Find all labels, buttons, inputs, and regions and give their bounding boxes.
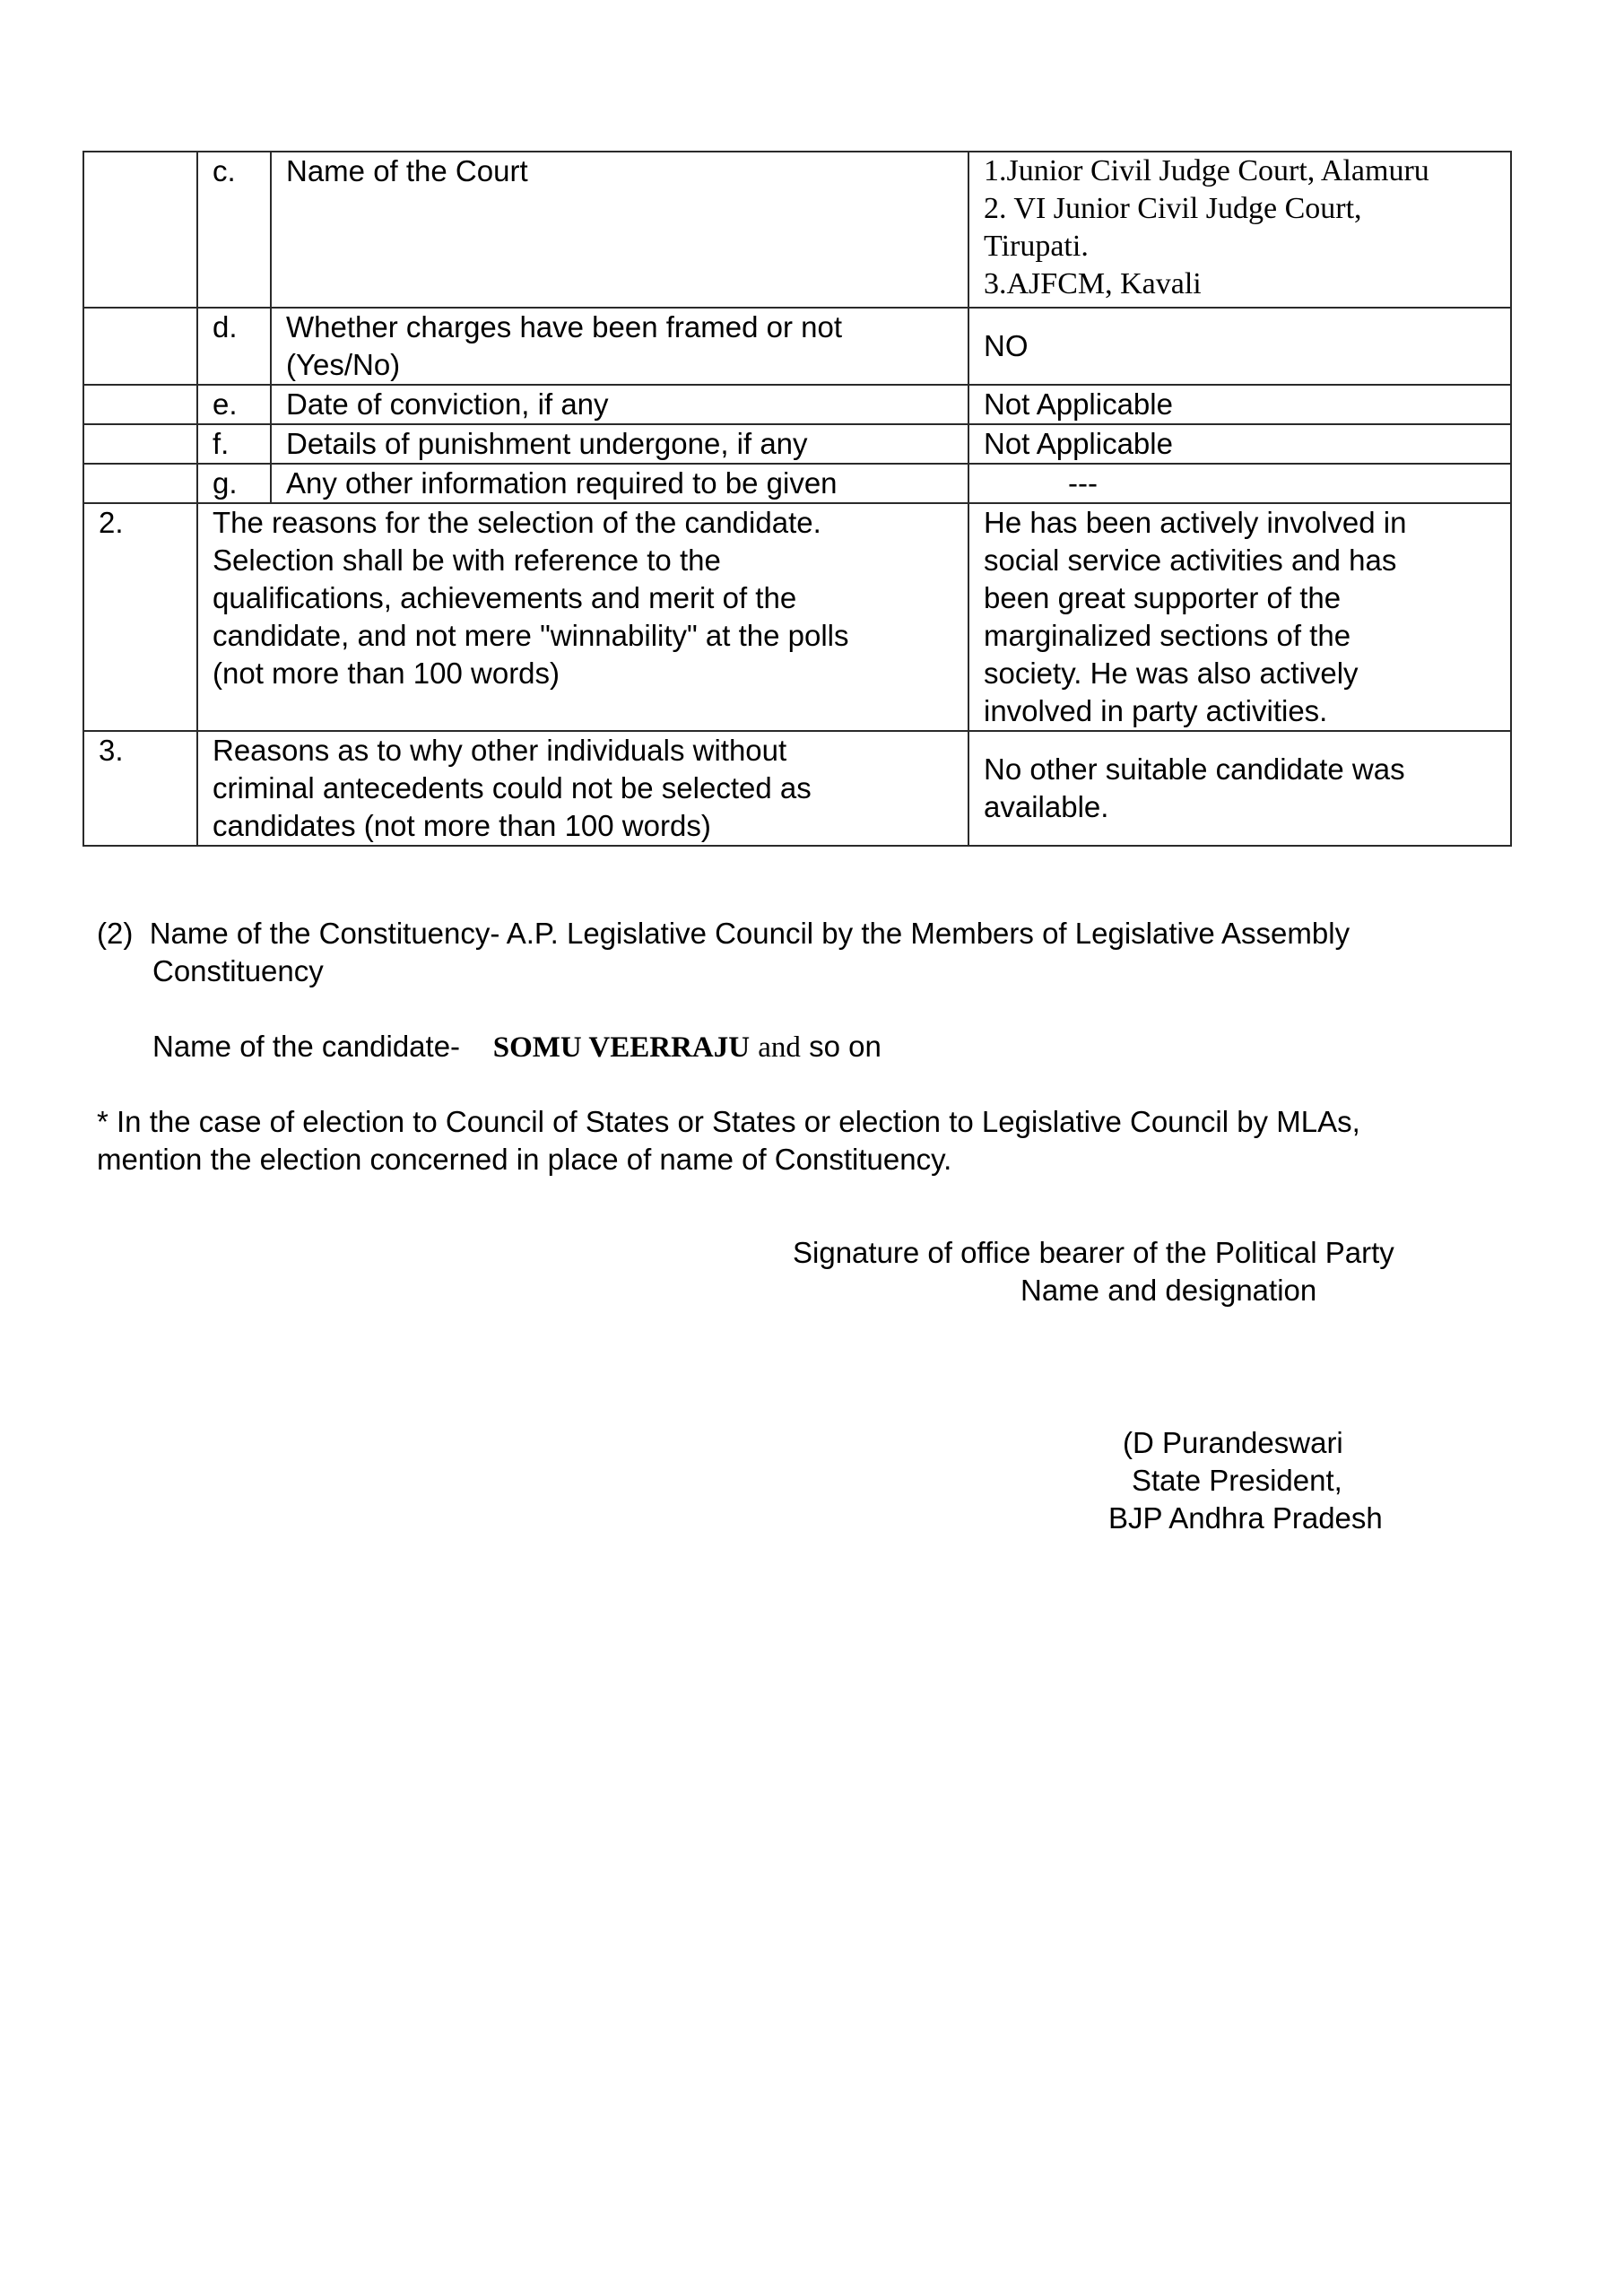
candidate-line (152, 1028, 881, 1066)
row-question: Name of the Court (271, 152, 968, 308)
answer-line: involved in party activities. (984, 694, 1328, 727)
question-line: candidate, and not mere "winnability" at the polls (213, 619, 849, 652)
row-answer: NO (968, 308, 1511, 385)
answer-line: social service activities and has (984, 544, 1397, 577)
row-letter: e. (197, 385, 271, 424)
signatory-designation: State President, (1132, 1464, 1342, 1497)
row-question: Details of punishment undergone, if any (271, 424, 968, 464)
table-row-3 (83, 731, 1511, 846)
signatory-block (1108, 1424, 1383, 1537)
row-number: 3. (83, 731, 197, 846)
candidate-details-table (83, 151, 1512, 847)
row-letter: g. (197, 464, 271, 503)
row-question: Date of conviction, if any (271, 385, 968, 424)
constituency-name: Name of the Constituency- A.P. Legislative Council by the Members of Legislative Assembly (149, 917, 1350, 950)
row-number-cell (83, 385, 197, 424)
question-line: Selection shall be with reference to the (213, 544, 721, 577)
row-answer: Not Applicable (968, 385, 1511, 424)
table-row-d (83, 308, 1511, 385)
question-line: The reasons for the selection of the candidate. (213, 506, 821, 539)
row-answer: --- (968, 464, 1511, 503)
question-line: criminal antecedents could not be selected as (213, 771, 812, 804)
name-designation-label: Name and designation (1020, 1274, 1317, 1307)
question-line: Reasons as to why other individuals without (213, 734, 787, 767)
question-line: Whether charges have been framed or not (286, 310, 843, 344)
row-answer: Not Applicable (968, 424, 1511, 464)
court-name-line: 1.Junior Civil Judge Court, Alamuru (984, 154, 1429, 187)
court-name-line: 2. VI Junior Civil Judge Court, (984, 192, 1362, 225)
footnote (97, 1103, 1360, 1178)
constituency-line (97, 915, 1350, 952)
constituency-section (97, 915, 1350, 990)
table-row-c (83, 152, 1511, 308)
signatory-organization: BJP Andhra Pradesh (1108, 1501, 1383, 1535)
question-line: (not more than 100 words) (213, 657, 560, 690)
answer-line: marginalized sections of the (984, 619, 1351, 652)
question-line: qualifications, achievements and merit of the (213, 581, 797, 614)
row-question: Any other information required to be given (271, 464, 968, 503)
footnote-line: * In the case of election to Council of States or States or election to Legislative Council by MLAs, (97, 1105, 1360, 1138)
row-number-cell (83, 308, 197, 385)
question-line: (Yes/No) (286, 348, 401, 381)
answer-line: society. He was also actively (984, 657, 1359, 690)
signature-label: Signature of office bearer of the Political Party (793, 1236, 1394, 1269)
row-answer (968, 503, 1511, 731)
table-row-2 (83, 503, 1511, 731)
row-answer (968, 731, 1511, 846)
section-number: (2) (97, 917, 134, 950)
candidate-name: SOMU VEERRAJU (492, 1031, 751, 1064)
row-question (197, 503, 968, 731)
row-question (197, 731, 968, 846)
candidate-label: Name of the candidate- (152, 1030, 461, 1063)
table-row-e (83, 385, 1511, 424)
row-question (271, 308, 968, 385)
constituency-line-2: Constituency (152, 954, 324, 987)
row-letter: d. (197, 308, 271, 385)
answer-line: He has been actively involved in (984, 506, 1407, 539)
footnote-line: mention the election concerned in place of name of Constituency. (97, 1143, 952, 1176)
court-name-line: Tirupati. (984, 230, 1089, 263)
court-name-line: 3.AJFCM, Kavali (984, 267, 1202, 300)
table-row-g (83, 464, 1511, 503)
table-row-f (83, 424, 1511, 464)
answer-line: available. (984, 790, 1109, 823)
candidate-suffix-2: so on (809, 1030, 881, 1063)
answer-line: been great supporter of the (984, 581, 1342, 614)
candidate-suffix: and (758, 1031, 801, 1064)
row-number-cell (83, 464, 197, 503)
signature-caption (793, 1234, 1394, 1309)
row-number-cell (83, 152, 197, 308)
row-letter: f. (197, 424, 271, 464)
row-letter: c. (197, 152, 271, 308)
signatory-name: (D Purandeswari (1123, 1426, 1343, 1459)
answer-line: No other suitable candidate was (984, 752, 1405, 786)
question-line: candidates (not more than 100 words) (213, 809, 711, 842)
court-names (968, 152, 1511, 308)
row-number-cell (83, 424, 197, 464)
row-number: 2. (83, 503, 197, 731)
